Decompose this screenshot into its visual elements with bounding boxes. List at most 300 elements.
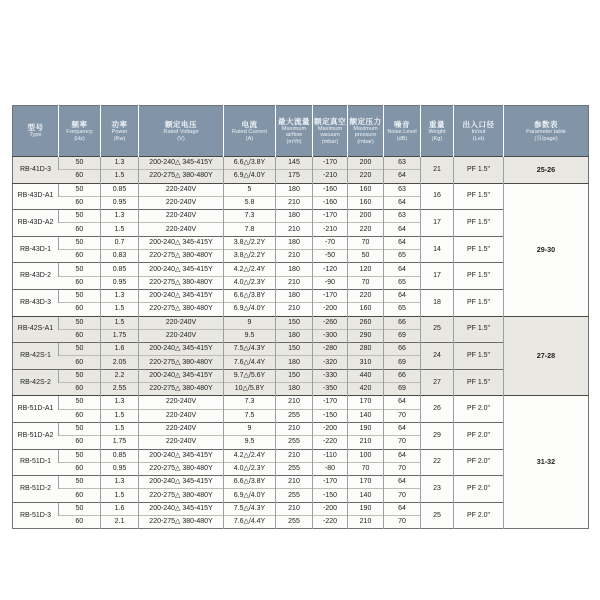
weight-cell: 18 xyxy=(421,289,454,316)
col-header-zh: 额定真空 xyxy=(314,116,346,126)
col-header-pages xyxy=(504,106,589,157)
frequency-cell: 60 xyxy=(59,276,101,289)
airflow-cell: 255 xyxy=(276,516,313,529)
table-row xyxy=(13,343,589,356)
frequency-cell: 50 xyxy=(59,236,101,249)
weight-cell: 29 xyxy=(421,422,454,449)
power-cell: 1.5 xyxy=(101,316,139,329)
airflow-cell: 255 xyxy=(276,436,313,449)
col-header-en: Rated Current xyxy=(231,129,268,135)
pages-cell: 25-26 xyxy=(504,157,589,184)
col-header-unit: (Let) xyxy=(472,135,485,142)
current-cell: 9 xyxy=(224,316,276,329)
col-header-zh: 型号 xyxy=(27,123,44,133)
power-cell: 1.75 xyxy=(101,329,139,342)
airflow-cell: 255 xyxy=(276,489,313,502)
col-header-zh: 功率 xyxy=(111,120,128,129)
noise-cell: 69 xyxy=(384,356,421,369)
noise-cell: 69 xyxy=(384,329,421,342)
noise-cell: 65 xyxy=(384,250,421,263)
voltage-cell: 200-240△ 345-415Y xyxy=(139,369,224,382)
pressure-cell: 420 xyxy=(348,383,384,396)
col-header-en: Parameter table xyxy=(526,129,566,135)
vacuum-cell: -120 xyxy=(313,263,348,276)
noise-cell: 64 xyxy=(384,170,421,183)
model-cell: RB-41D-3 xyxy=(13,157,59,184)
airflow-cell: 210 xyxy=(276,396,313,409)
pressure-cell: 70 xyxy=(348,236,384,249)
noise-cell: 64 xyxy=(384,236,421,249)
airflow-cell: 210 xyxy=(276,223,313,236)
airflow-cell: 145 xyxy=(276,157,313,170)
power-cell: 0.95 xyxy=(101,276,139,289)
frequency-cell: 60 xyxy=(59,223,101,236)
voltage-cell: 220-240V xyxy=(139,396,224,409)
current-cell: 9.5 xyxy=(224,329,276,342)
noise-cell: 63 xyxy=(384,157,421,170)
weight-cell: 16 xyxy=(421,183,454,210)
voltage-cell: 220-275△ 380-480Y xyxy=(139,170,224,183)
current-cell: 7.6△/4.4Y xyxy=(224,356,276,369)
pressure-cell: 50 xyxy=(348,250,384,263)
airflow-cell: 210 xyxy=(276,303,313,316)
power-cell: 1.5 xyxy=(101,489,139,502)
power-cell: 1.3 xyxy=(101,157,139,170)
table-row xyxy=(13,210,589,223)
airflow-cell: 180 xyxy=(276,263,313,276)
airflow-cell: 255 xyxy=(276,409,313,422)
current-cell: 5 xyxy=(224,183,276,196)
col-header-current xyxy=(224,106,276,157)
current-cell: 7.5△/4.3Y xyxy=(224,502,276,515)
noise-cell: 64 xyxy=(384,422,421,435)
model-cell: RB-51D-A1 xyxy=(13,396,59,423)
current-cell: 9 xyxy=(224,422,276,435)
airflow-cell: 180 xyxy=(276,383,313,396)
noise-cell: 64 xyxy=(384,396,421,409)
frequency-cell: 60 xyxy=(59,516,101,529)
current-cell: 7.6△/4.4Y xyxy=(224,516,276,529)
airflow-cell: 180 xyxy=(276,183,313,196)
voltage-cell: 200-240△ 345-415Y xyxy=(139,343,224,356)
airflow-cell: 210 xyxy=(276,276,313,289)
voltage-cell: 200-240△ 345-415Y xyxy=(139,449,224,462)
current-cell: 9.7△/5.6Y xyxy=(224,369,276,382)
pressure-cell: 120 xyxy=(348,263,384,276)
vacuum-cell: -170 xyxy=(313,476,348,489)
power-cell: 2.05 xyxy=(101,356,139,369)
table-row xyxy=(13,289,589,302)
col-header-vacuum xyxy=(313,106,348,157)
frequency-cell: 50 xyxy=(59,476,101,489)
frequency-cell: 50 xyxy=(59,316,101,329)
airflow-cell: 180 xyxy=(276,356,313,369)
vacuum-cell: -280 xyxy=(313,343,348,356)
airflow-cell: 210 xyxy=(276,422,313,435)
noise-cell: 64 xyxy=(384,223,421,236)
table-row xyxy=(13,263,589,276)
pressure-cell: 140 xyxy=(348,409,384,422)
pressure-cell: 190 xyxy=(348,422,384,435)
col-header-zh: 电流 xyxy=(241,120,258,129)
voltage-cell: 220-275△ 380-480Y xyxy=(139,489,224,502)
noise-cell: 63 xyxy=(384,183,421,196)
current-cell: 6.9△/4.0Y xyxy=(224,303,276,316)
vacuum-cell: -150 xyxy=(313,489,348,502)
col-header-weight xyxy=(421,106,454,157)
airflow-cell: 180 xyxy=(276,210,313,223)
airflow-cell: 150 xyxy=(276,369,313,382)
header-row xyxy=(13,106,589,157)
inout-cell: PF 1.5" xyxy=(454,316,504,343)
power-cell: 0.85 xyxy=(101,449,139,462)
voltage-cell: 220-240V xyxy=(139,183,224,196)
power-cell: 1.5 xyxy=(101,409,139,422)
voltage-cell: 200-240△ 345-415Y xyxy=(139,289,224,302)
frequency-cell: 50 xyxy=(59,157,101,170)
current-cell: 4.2△/2.4Y xyxy=(224,263,276,276)
vacuum-cell: -200 xyxy=(313,303,348,316)
table-row xyxy=(13,316,589,329)
frequency-cell: 60 xyxy=(59,170,101,183)
current-cell: 5.8 xyxy=(224,196,276,209)
current-cell: 10△/5.8Y xyxy=(224,383,276,396)
vacuum-cell: -90 xyxy=(313,276,348,289)
inout-cell: PF 1.5" xyxy=(454,157,504,184)
table-row xyxy=(13,369,589,382)
pressure-cell: 160 xyxy=(348,196,384,209)
model-cell: RB-51D-A2 xyxy=(13,422,59,449)
weight-cell: 25 xyxy=(421,502,454,529)
airflow-cell: 180 xyxy=(276,289,313,302)
airflow-cell: 175 xyxy=(276,170,313,183)
inout-cell: PF 2.0" xyxy=(454,449,504,476)
frequency-cell: 60 xyxy=(59,303,101,316)
pressure-cell: 170 xyxy=(348,476,384,489)
pressure-cell: 200 xyxy=(348,157,384,170)
voltage-cell: 220-240V xyxy=(139,422,224,435)
noise-cell: 64 xyxy=(384,196,421,209)
spec-table-container xyxy=(12,105,588,529)
table-header xyxy=(13,106,589,157)
model-cell: RB-43D-3 xyxy=(13,289,59,316)
power-cell: 1.3 xyxy=(101,476,139,489)
frequency-cell: 60 xyxy=(59,383,101,396)
col-header-zh: 噪音 xyxy=(394,120,410,129)
noise-cell: 66 xyxy=(384,369,421,382)
vacuum-cell: -160 xyxy=(313,196,348,209)
inout-cell: PF 1.5" xyxy=(454,236,504,263)
col-header-voltage xyxy=(139,106,224,157)
voltage-cell: 200-240△ 345-415Y xyxy=(139,236,224,249)
voltage-cell: 200-240△ 345-415Y xyxy=(139,502,224,515)
inout-cell: PF 1.5" xyxy=(454,210,504,237)
noise-cell: 66 xyxy=(384,343,421,356)
pressure-cell: 310 xyxy=(348,356,384,369)
vacuum-cell: -170 xyxy=(313,210,348,223)
pressure-cell: 220 xyxy=(348,170,384,183)
col-header-inout xyxy=(454,106,504,157)
power-cell: 0.95 xyxy=(101,196,139,209)
voltage-cell: 200-240△ 345-415Y xyxy=(139,157,224,170)
inout-cell: PF 1.5" xyxy=(454,369,504,396)
vacuum-cell: -220 xyxy=(313,516,348,529)
airflow-cell: 150 xyxy=(276,343,313,356)
current-cell: 6.9△/4.0Y xyxy=(224,170,276,183)
inout-cell: PF 2.0" xyxy=(454,502,504,529)
inout-cell: PF 1.5" xyxy=(454,343,504,370)
col-header-unit: (Hz) xyxy=(74,135,85,142)
current-cell: 3.8△/2.2Y xyxy=(224,250,276,263)
voltage-cell: 220-275△ 380-480Y xyxy=(139,250,224,263)
voltage-cell: 200-240△ 345-415Y xyxy=(139,263,224,276)
pressure-cell: 190 xyxy=(348,502,384,515)
model-cell: RB-42S-2 xyxy=(13,369,59,396)
col-header-en: Type xyxy=(29,132,42,139)
voltage-cell: 220-275△ 380-480Y xyxy=(139,276,224,289)
table-row xyxy=(13,422,589,435)
vacuum-cell: -110 xyxy=(313,449,348,462)
frequency-cell: 60 xyxy=(59,409,101,422)
airflow-cell: 180 xyxy=(276,236,313,249)
voltage-cell: 220-275△ 380-480Y xyxy=(139,303,224,316)
model-cell: RB-43D-2 xyxy=(13,263,59,290)
frequency-cell: 60 xyxy=(59,436,101,449)
power-cell: 1.5 xyxy=(101,303,139,316)
col-header-power xyxy=(101,106,139,157)
col-header-en: Power xyxy=(111,129,128,135)
weight-cell: 27 xyxy=(421,369,454,396)
frequency-cell: 60 xyxy=(59,196,101,209)
frequency-cell: 50 xyxy=(59,396,101,409)
current-cell: 7.5△/4.3Y xyxy=(224,343,276,356)
power-cell: 1.3 xyxy=(101,396,139,409)
power-cell: 0.95 xyxy=(101,462,139,475)
pressure-cell: 70 xyxy=(348,462,384,475)
frequency-cell: 60 xyxy=(59,489,101,502)
weight-cell: 17 xyxy=(421,210,454,237)
model-cell: RB-51D-2 xyxy=(13,476,59,503)
pressure-cell: 220 xyxy=(348,289,384,302)
col-header-unit: (m³/h) xyxy=(286,138,302,145)
noise-cell: 70 xyxy=(384,516,421,529)
vacuum-cell: -300 xyxy=(313,329,348,342)
model-cell: RB-43D-1 xyxy=(13,236,59,263)
frequency-cell: 50 xyxy=(59,422,101,435)
power-cell: 2.2 xyxy=(101,369,139,382)
col-header-pressure xyxy=(348,106,384,157)
vacuum-cell: -210 xyxy=(313,223,348,236)
col-header-unit: (dB) xyxy=(396,135,408,142)
pressure-cell: 170 xyxy=(348,396,384,409)
col-header-unit: (mbar) xyxy=(357,138,374,145)
col-header-unit: (A) xyxy=(245,135,254,142)
vacuum-cell: -70 xyxy=(313,236,348,249)
power-cell: 0.85 xyxy=(101,263,139,276)
voltage-cell: 220-275△ 380-480Y xyxy=(139,516,224,529)
voltage-cell: 220-275△ 380-480Y xyxy=(139,356,224,369)
col-header-unit: (页/page) xyxy=(534,135,558,142)
weight-cell: 24 xyxy=(421,343,454,370)
col-header-zh: 最大流量 xyxy=(278,116,310,126)
voltage-cell: 220-275△ 380-480Y xyxy=(139,462,224,475)
pages-cell: 31-32 xyxy=(504,396,589,529)
voltage-cell: 220-240V xyxy=(139,210,224,223)
vacuum-cell: -50 xyxy=(313,250,348,263)
airflow-cell: 210 xyxy=(276,502,313,515)
noise-cell: 64 xyxy=(384,263,421,276)
frequency-cell: 60 xyxy=(59,462,101,475)
col-header-en: Maximum vacuum xyxy=(317,125,343,139)
col-header-en: Weight xyxy=(428,129,446,135)
power-cell: 1.6 xyxy=(101,343,139,356)
power-cell: 0.83 xyxy=(101,250,139,263)
current-cell: 4.0△/2.3Y xyxy=(224,276,276,289)
vacuum-cell: -170 xyxy=(313,396,348,409)
power-cell: 1.3 xyxy=(101,289,139,302)
pressure-cell: 290 xyxy=(348,329,384,342)
vacuum-cell: -220 xyxy=(313,436,348,449)
vacuum-cell: -320 xyxy=(313,356,348,369)
pages-cell: 29-30 xyxy=(504,183,589,316)
noise-cell: 64 xyxy=(384,289,421,302)
col-header-en: Rated Voltage xyxy=(163,129,199,135)
noise-cell: 63 xyxy=(384,210,421,223)
pressure-cell: 140 xyxy=(348,489,384,502)
vacuum-cell: -200 xyxy=(313,502,348,515)
noise-cell: 70 xyxy=(384,489,421,502)
airflow-cell: 210 xyxy=(276,250,313,263)
weight-cell: 26 xyxy=(421,396,454,423)
current-cell: 7.3 xyxy=(224,396,276,409)
power-cell: 1.5 xyxy=(101,170,139,183)
col-header-type xyxy=(13,106,59,157)
current-cell: 7.8 xyxy=(224,223,276,236)
pressure-cell: 210 xyxy=(348,516,384,529)
inout-cell: PF 2.0" xyxy=(454,422,504,449)
noise-cell: 65 xyxy=(384,276,421,289)
noise-cell: 70 xyxy=(384,436,421,449)
frequency-cell: 50 xyxy=(59,183,101,196)
frequency-cell: 60 xyxy=(59,329,101,342)
frequency-cell: 50 xyxy=(59,289,101,302)
vacuum-cell: -210 xyxy=(313,170,348,183)
weight-cell: 17 xyxy=(421,263,454,290)
col-header-en: Maximum airflow xyxy=(281,125,307,139)
current-cell: 6.6△/3.8Y xyxy=(224,157,276,170)
voltage-cell: 220-240V xyxy=(139,436,224,449)
airflow-cell: 210 xyxy=(276,449,313,462)
voltage-cell: 220-240V xyxy=(139,196,224,209)
col-header-unit: (Kw) xyxy=(113,135,126,142)
airflow-cell: 255 xyxy=(276,462,313,475)
noise-cell: 64 xyxy=(384,502,421,515)
power-cell: 2.55 xyxy=(101,383,139,396)
col-header-zh: 出入口径 xyxy=(462,120,495,129)
pressure-cell: 440 xyxy=(348,369,384,382)
power-cell: 1.6 xyxy=(101,502,139,515)
vacuum-cell: -350 xyxy=(313,383,348,396)
col-header-en: Noise Level xyxy=(387,129,417,135)
col-header-en: In/out xyxy=(471,129,486,135)
frequency-cell: 60 xyxy=(59,250,101,263)
weight-cell: 25 xyxy=(421,316,454,343)
inout-cell: PF 1.5" xyxy=(454,183,504,210)
current-cell: 9.5 xyxy=(224,436,276,449)
frequency-cell: 50 xyxy=(59,502,101,515)
pressure-cell: 160 xyxy=(348,303,384,316)
power-cell: 1.5 xyxy=(101,223,139,236)
power-cell: 1.5 xyxy=(101,422,139,435)
current-cell: 6.6△/3.8Y xyxy=(224,289,276,302)
inout-cell: PF 1.5" xyxy=(454,289,504,316)
table-row xyxy=(13,183,589,196)
pressure-cell: 200 xyxy=(348,210,384,223)
table-row xyxy=(13,236,589,249)
noise-cell: 64 xyxy=(384,449,421,462)
weight-cell: 21 xyxy=(421,157,454,184)
noise-cell: 66 xyxy=(384,316,421,329)
vacuum-cell: -150 xyxy=(313,409,348,422)
pressure-cell: 100 xyxy=(348,449,384,462)
vacuum-cell: -260 xyxy=(313,316,348,329)
vacuum-cell: -330 xyxy=(313,369,348,382)
vacuum-cell: -80 xyxy=(313,462,348,475)
inout-cell: PF 2.0" xyxy=(454,476,504,503)
col-header-zh: 重量 xyxy=(429,120,445,129)
frequency-cell: 50 xyxy=(59,369,101,382)
col-header-zh: 参数表 xyxy=(534,120,558,129)
frequency-cell: 60 xyxy=(59,356,101,369)
airflow-cell: 180 xyxy=(276,329,313,342)
current-cell: 7.3 xyxy=(224,210,276,223)
table-row xyxy=(13,476,589,489)
airflow-cell: 210 xyxy=(276,196,313,209)
weight-cell: 23 xyxy=(421,476,454,503)
table-row xyxy=(13,449,589,462)
vacuum-cell: -170 xyxy=(313,289,348,302)
noise-cell: 65 xyxy=(384,303,421,316)
col-header-frequency xyxy=(59,106,101,157)
frequency-cell: 50 xyxy=(59,343,101,356)
power-cell: 0.7 xyxy=(101,236,139,249)
frequency-cell: 50 xyxy=(59,210,101,223)
col-header-zh: 额定压力 xyxy=(349,116,382,126)
noise-cell: 64 xyxy=(384,476,421,489)
model-cell: RB-51D-1 xyxy=(13,449,59,476)
col-header-zh: 额定电压 xyxy=(165,120,197,129)
col-header-unit: (Kg) xyxy=(431,135,443,142)
col-header-en: Frequency xyxy=(66,129,93,135)
col-header-en: Maximum pressure xyxy=(353,125,378,139)
model-cell: RB-42S-A1 xyxy=(13,316,59,343)
voltage-cell: 220-240V xyxy=(139,223,224,236)
weight-cell: 14 xyxy=(421,236,454,263)
power-cell: 1.75 xyxy=(101,436,139,449)
pressure-cell: 280 xyxy=(348,343,384,356)
voltage-cell: 200-240△ 345-415Y xyxy=(139,476,224,489)
current-cell: 4.0△/2.3Y xyxy=(224,462,276,475)
weight-cell: 22 xyxy=(421,449,454,476)
noise-cell: 69 xyxy=(384,383,421,396)
noise-cell: 70 xyxy=(384,409,421,422)
voltage-cell: 220-240V xyxy=(139,316,224,329)
col-header-zh: 频率 xyxy=(71,120,88,129)
table-body xyxy=(13,157,589,529)
pressure-cell: 160 xyxy=(348,183,384,196)
airflow-cell: 150 xyxy=(276,316,313,329)
col-header-noise xyxy=(384,106,421,157)
